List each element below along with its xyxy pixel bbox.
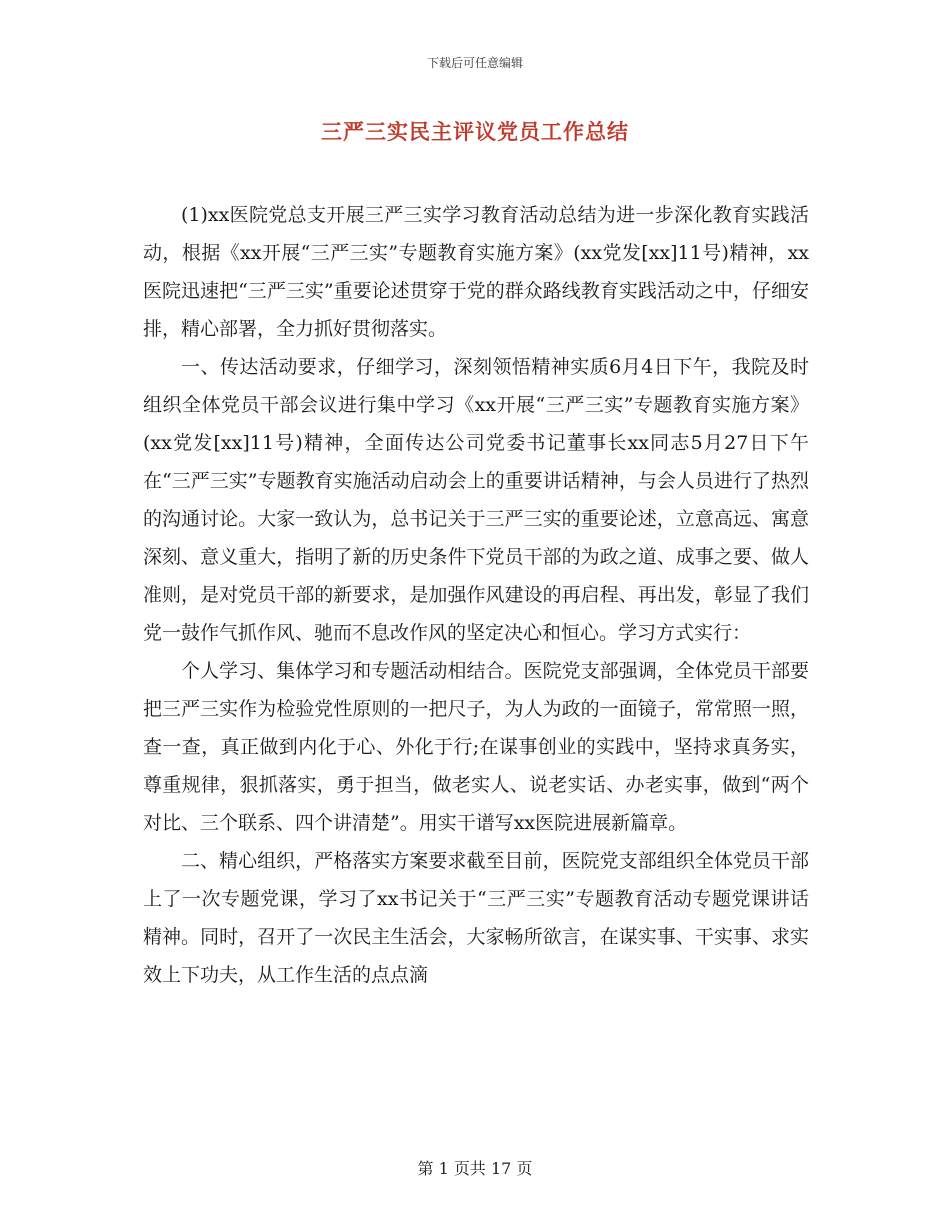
document-title: 三严三实民主评议党员工作总结 [321,119,629,144]
paragraph-4: 二、精心组织，严格落实方案要求截至目前，医院党支部组织全体党员干部上了一次专题党课，学习了xx书记关于“三严三实”专题教育活动专题党课讲话精神。同时，召开了一次民主生活会，大家畅所欲言，在谋实事、干实事、求实效上下功夫，从工作生活的点点滴 [143,850,809,986]
page-number-footer: 第 1 页共 17 页 [417,1159,533,1178]
header-note: 下载后可任意编辑 [426,56,523,70]
paragraph-3: 个人学习、集体学习和专题活动相结合。医院党支部强调，全体党员干部要把三严三实作为检验党性原则的一把尺子，为人为政的一面镜子，常常照一照，查一查，真正做到内化于心、外化于行;在谋事创业的实践中，坚持求真务实，尊重规律，狠抓落实，勇于担当，做老实人、说老实话、办老实事，做到“两个对比、三个联系、四个讲清楚”。用实干谱写xx医院进展新篇章。 [143,660,809,834]
document-body [143,196,809,994]
paragraph-2: 一、传达活动要求，仔细学习，深刻领悟精神实质6月4日下午，我院及时组织全体党员干部会议进行集中学习《xx开展“三严三实”专题教育实施方案》(xx党发[xx]11号)精神，全面传达公司党委书记董事长xx同志5月27日下午在“三严三实”专题教育实施活动启动会上的重要讲话精神，与会人员进行了热烈的沟通讨论。大家一致认为，总书记关于三严三实的重要论述，立意高远、寓意深刻、意义重大，指明了新的历史条件下党员干部的为政之道、成事之要、做人准则，是对党员干部的新要求，是加强作风建设的再启程、再出发，彰显了我们党一鼓作气抓作风、驰而不息改作风的坚定决心和恒心。学习方式实行： [143,356,809,644]
paragraph-1: (1)xx医院党总支开展三严三实学习教育活动总结为进一步深化教育实践活动，根据《xx开展“三严三实”专题教育实施方案》(xx党发[xx]11号)精神，xx医院迅速把“三严三实”重要论述贯穿于党的群众路线教育实践活动之中，仔细安排，精心部署，全力抓好贯彻落实。 [143,204,809,340]
